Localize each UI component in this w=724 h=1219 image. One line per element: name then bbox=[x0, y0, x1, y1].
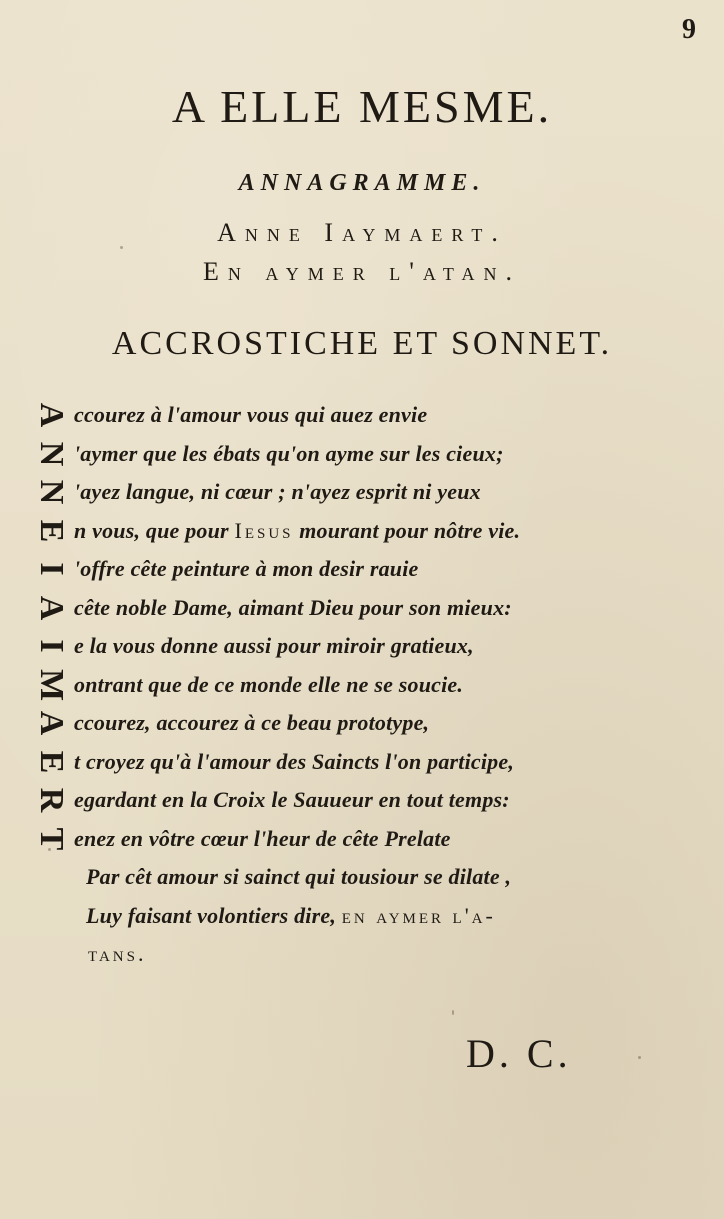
verse-text: ontrant que de ce monde elle ne se soucie. bbox=[74, 671, 464, 697]
verse-small-caps: en aymer l'a- bbox=[341, 902, 496, 928]
verse-line bbox=[28, 396, 708, 435]
verse-text-group bbox=[74, 903, 496, 929]
verse-line bbox=[28, 666, 708, 705]
acrostic-initial: M bbox=[33, 668, 70, 701]
acrostic-initial: I bbox=[33, 562, 70, 576]
verse-line bbox=[28, 781, 708, 820]
acrostic-initial: R bbox=[33, 787, 70, 813]
verse-text: 'aymer que les ébats qu'on ayme sur les cieux; bbox=[74, 440, 504, 466]
acrostic-initial: A bbox=[33, 710, 70, 736]
acrostic-initial: A bbox=[33, 402, 70, 428]
acrostic-initial: E bbox=[33, 750, 70, 774]
acrostic-sonnet bbox=[28, 396, 708, 974]
verse-text: enez en vôtre cœur l'heur de cête Prelate bbox=[74, 825, 451, 851]
paper-speck bbox=[638, 1056, 641, 1059]
anagram-line-1: Anne Iaymaert. bbox=[217, 218, 507, 247]
paper-speck bbox=[452, 1010, 454, 1015]
anagram-heading: ANNAGRAMME. bbox=[238, 170, 486, 196]
acrostic-initial: E bbox=[33, 519, 70, 543]
verse-line-trailing bbox=[28, 897, 708, 936]
verse-line bbox=[28, 743, 708, 782]
acrostic-initial: T bbox=[33, 827, 70, 851]
verse-text: ccourez à l'amour vous qui auez envie bbox=[74, 402, 428, 428]
acrostic-initial: A bbox=[33, 595, 70, 621]
signature: D. C. bbox=[466, 1031, 572, 1076]
verse-text: n vous, que pour bbox=[74, 517, 235, 543]
paper-speck bbox=[48, 848, 51, 851]
verse-small-caps: tans. bbox=[88, 941, 147, 967]
verse-line-trailing bbox=[28, 935, 708, 974]
verse-text: t croyez qu'à l'amour des Saincts l'on participe, bbox=[74, 748, 515, 774]
verse-text: ccourez, accourez à ce beau prototype, bbox=[74, 710, 430, 736]
verse-line bbox=[28, 627, 708, 666]
verse-text: e la vous donne aussi pour miroir gratieux, bbox=[74, 633, 474, 659]
page-title: A ELLE MESME. bbox=[171, 81, 553, 132]
verse-text: 'offre cête peinture à mon desir rauie bbox=[74, 556, 419, 582]
verse-text: 'ayez langue, ni cœur ; n'ayez esprit ni yeux bbox=[74, 479, 481, 505]
acrostic-initial: I bbox=[33, 639, 70, 653]
verse-line bbox=[28, 512, 708, 551]
verse-text-after: mourant pour nôtre vie. bbox=[293, 517, 521, 543]
verse-line bbox=[28, 435, 708, 474]
section-heading: ACCROSTICHE ET SONNET. bbox=[111, 325, 613, 362]
acrostic-initial: N bbox=[33, 441, 70, 467]
verse-line bbox=[28, 473, 708, 512]
verse-line bbox=[28, 550, 708, 589]
verse-text: cête noble Dame, aimant Dieu pour son mieux: bbox=[74, 594, 512, 620]
verse-text: Luy faisant volontiers dire, bbox=[86, 902, 342, 928]
verse-line bbox=[28, 820, 708, 859]
acrostic-initial: N bbox=[33, 479, 70, 505]
verse-line bbox=[28, 704, 708, 743]
verse-line-trailing bbox=[28, 858, 708, 897]
verse-text-group bbox=[74, 518, 520, 544]
verse-line bbox=[28, 589, 708, 628]
verse-text: egardant en la Croix le Sauueur en tout temps: bbox=[74, 787, 510, 813]
paper-speck bbox=[120, 246, 123, 249]
verse-text: Par cêt amour si sainct qui tousiour se dilate , bbox=[86, 864, 512, 890]
verse-small-caps: Iesus bbox=[234, 517, 294, 543]
page-number: 9 bbox=[682, 14, 696, 45]
anagram-line-2: En aymer l'atan. bbox=[203, 257, 521, 286]
